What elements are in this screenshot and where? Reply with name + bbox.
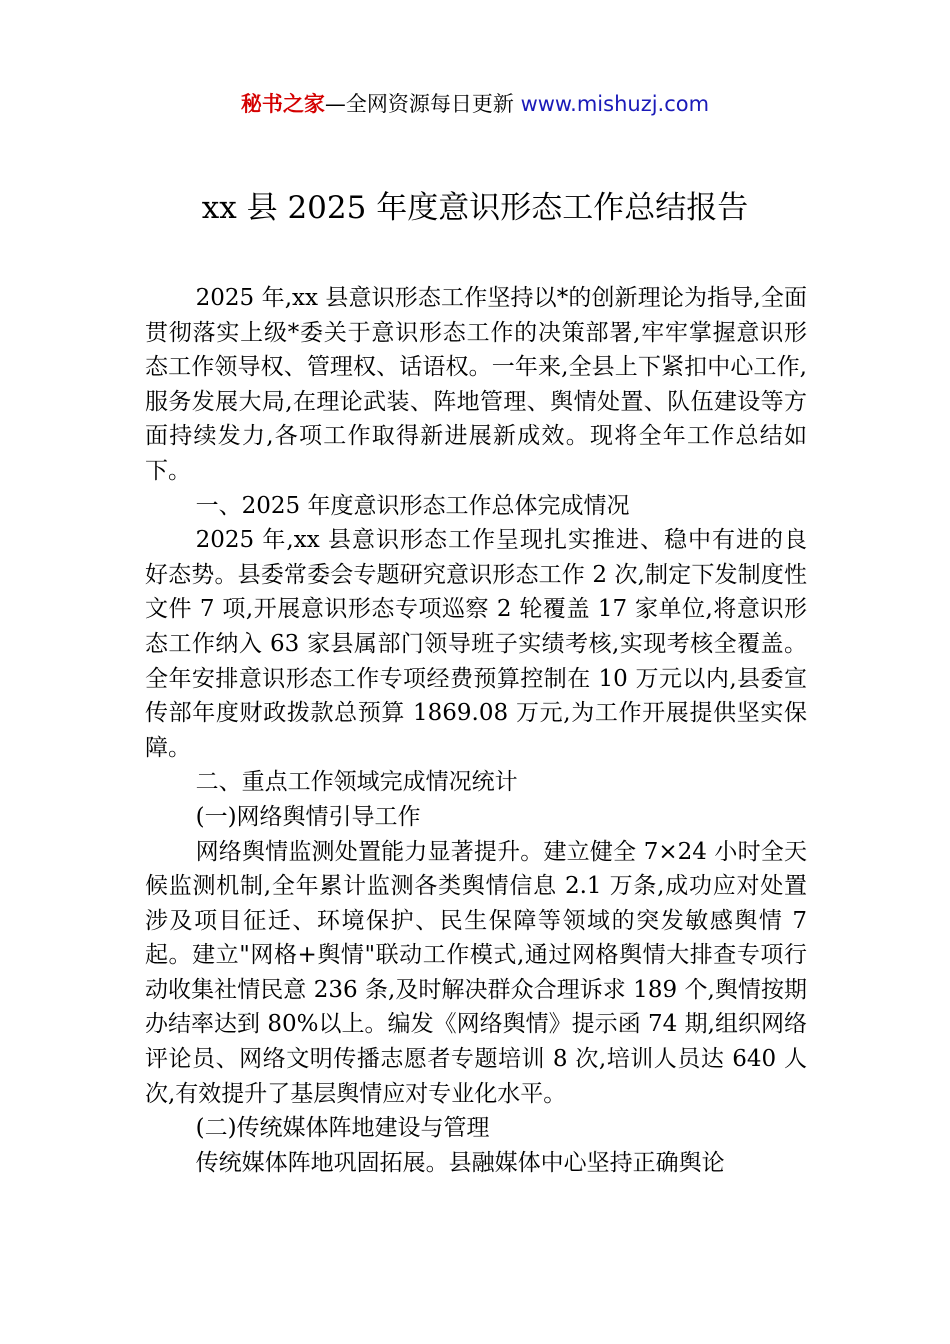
section-1-paragraph: 2025 年,xx 县意识形态工作呈现扎实推进、稳中有进的良好态势。县委常委会专题研究意识形态工作 2 次,制定下发制度性文件 7 项,开展意识形态专项巡察 2 轮覆盖 17 家单位,将意识形态工作纳入 63 家县属部门领导班子实绩考核,实现考核全覆盖。全年安排意识形态工作专项经费预算控制在 10 万元以内,县委宣传部年度财政拨款总预算 1869.08 万元,为工作开展提供坚实保障。 [145,527,807,761]
intro-paragraph: 2025 年,xx 县意识形态工作坚持以*的创新理论为指导,全面贯彻落实上级*委关于意识形态工作的决策部署,牢牢掌握意识形态工作领导权、管理权、话语权。一年来,全县上下紧扣中心工作,服务发展大局,在理论武装、阵地管理、舆情处置、队伍建设等方面持续发力,各项工作取得新进展新成效。现将全年工作总结如下。 [145,285,807,484]
site-tagline: —全网资源每日更新 [324,92,521,116]
section-heading-1: 一、2025 年度意识形态工作总体完成情况 [195,492,630,519]
document-title: xx 县 2025 年度意识形态工作总结报告 [201,190,749,226]
subsection-heading-2: (二)传统媒体阵地建设与管理 [195,1115,490,1142]
site-url-link[interactable]: www.mishuzj.com [520,92,710,116]
site-brand: 秘书之家 [240,92,325,116]
document-body [145,281,807,1180]
section-heading-2: 二、重点工作领域完成情况统计 [195,769,518,796]
subsection-heading-1: (一)网络舆情引导工作 [195,803,421,830]
subsection-1-paragraph: 网络舆情监测处置能力显著提升。建立健全 7×24 小时全天候监测机制,全年累计监测各类舆情信息 2.1 万条,成功应对处置涉及项目征迁、环境保护、民生保障等领域的突发敏感舆情 7 起。建立"网格+舆情"联动工作模式,通过网格舆情大排查专项行动收集社情民意 236 条,及时解决群众合理诉求 189 个,舆情按期办结率达到 80%以上。编发《网络舆情》提示函 74 期,组织网络评论员、网络文明传播志愿者专题培训 8 次,培训人员达 640 人次,有效提升了基层舆情应对专业化水平。 [145,838,807,1107]
subsection-2-paragraph: 传统媒体阵地巩固拓展。县融媒体中心坚持正确舆论 [195,1149,725,1176]
site-header [0,88,950,120]
